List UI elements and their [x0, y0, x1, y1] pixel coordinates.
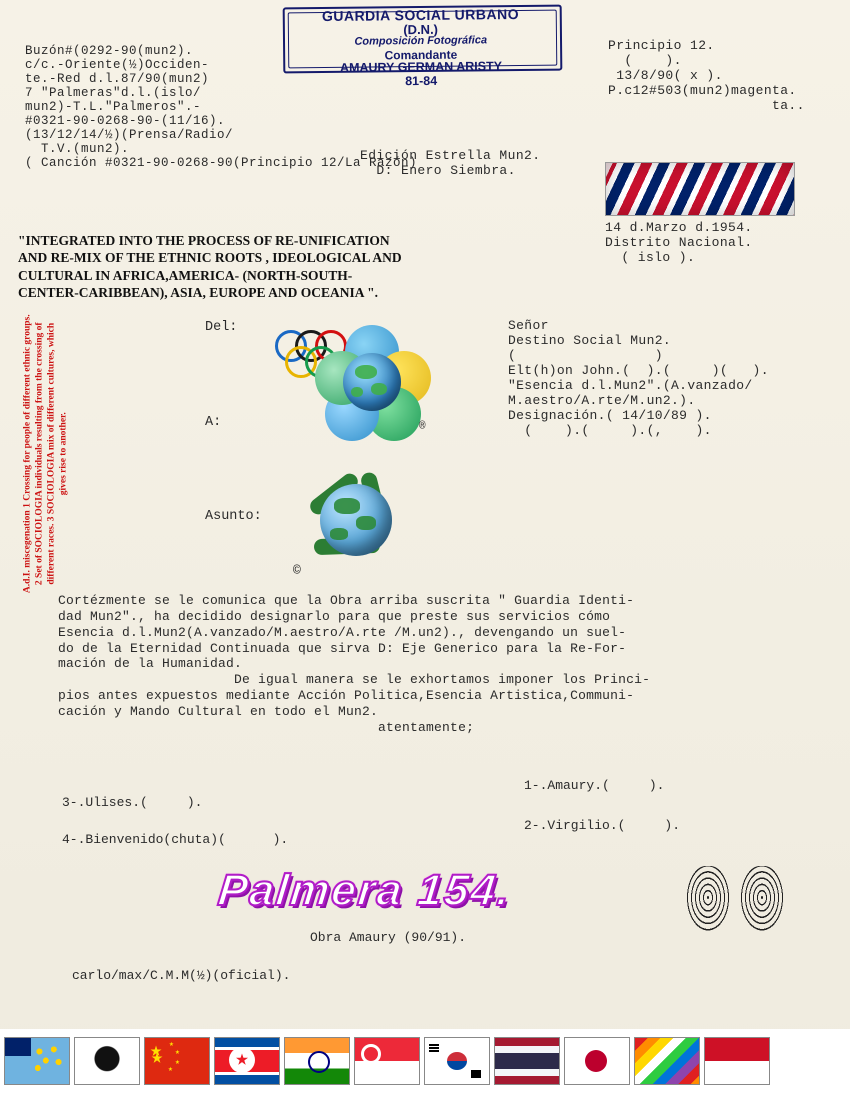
addressee-line: M.aestro/A.rte/M.un2.). — [508, 393, 696, 408]
label-a: A: — [205, 415, 222, 430]
topleft-line: #0321-90-0268-90-(11/16). — [25, 114, 226, 128]
topleft-line: 7 "Palmeras"d.l.(islo/ — [25, 86, 202, 100]
body-line: Esencia d.l.Mun2(A.vanzado/M.aestro/A.rte /M.un2)., devengando un suel- — [58, 624, 627, 640]
addressee-line: ( ) — [508, 348, 663, 363]
edition-line: D: Enero Siembra. — [360, 163, 516, 178]
addressee-block — [508, 318, 769, 438]
palmera-graffiti-title: Palmera 154. — [215, 866, 515, 915]
globe-core — [343, 353, 401, 411]
india-flag — [284, 1037, 350, 1085]
islo-line: ( islo ). — [605, 250, 696, 265]
signature-list-left — [62, 795, 288, 869]
registered-mark: ® — [419, 421, 426, 433]
body-line: dad Mun2"., ha decidido designarlo para que preste sus servicios cómo — [58, 608, 611, 624]
south-korea-flag — [424, 1037, 490, 1085]
body-line: Cortézmente se le comunica que la Obra arriba suscrita " Guardia Identi- — [58, 593, 635, 608]
principle-line: Principio 12. — [608, 38, 715, 53]
wiphala-flag — [634, 1037, 700, 1085]
signature-item: 2-.Virgilio.( ). — [524, 818, 681, 833]
signature-item: 3-.Ulises.( ). — [62, 795, 203, 810]
body-line: cación y Mando Cultural en todo el Mun2. — [58, 704, 379, 720]
addressee-line: Destino Social Mun2. — [508, 333, 672, 348]
addressee-line: "Esencia d.l.Mun2".(A.vanzado/ — [508, 378, 753, 393]
continent-shape — [351, 387, 363, 397]
continent-shape — [334, 498, 360, 514]
date-line: 14 d.Marzo d.1954. — [605, 220, 753, 235]
copyright-mark: © — [293, 563, 301, 578]
english-line: "INTEGRATED INTO THE PROCESS OF RE-UNIFICATION — [18, 233, 390, 248]
english-statement — [18, 232, 518, 301]
topleft-line: T.V.(mun2). — [25, 142, 130, 156]
topleft-line: ( Canción #0321-90-0268-90(Principio 12/La Razón) — [25, 156, 418, 170]
english-line: CULTURAL IN AFRICA,AMERICA- (NORTH-SOUTH- — [18, 267, 353, 283]
official-footer-line: carlo/max/C.M.M(½)(oficial). — [72, 968, 291, 983]
miscegenation-side-note: A.d.I. miscegenation 1 Crossing for people of different ethnic groups. 2 Set of SOCIOLOGIA individuals resulting from the crossing of different races. 3 SOCIOLOGIA mix of different cultures, which gives rise to another. — [22, 314, 68, 594]
stamp-line-3: Composición Fotográfica — [354, 34, 488, 49]
continent-shape — [355, 365, 377, 379]
topleft-line: (13/12/14/½)(Prensa/Radio/ — [25, 128, 234, 142]
date-location-block — [605, 220, 753, 265]
obra-caption: Obra Amaury (90/91). — [310, 930, 467, 945]
official-stamp-text — [284, 7, 557, 120]
union-flag-photo — [605, 162, 795, 216]
continent-shape — [356, 516, 376, 530]
addressee-line: Designación.( 14/10/89 ). — [508, 408, 712, 423]
star-icon: ★ — [168, 1065, 173, 1074]
addressee-line: ( ).( ).(, ). — [508, 423, 712, 438]
principle-block — [608, 38, 805, 113]
english-line: AND RE-MIX OF THE ETHNIC ROOTS , IDEOLOGICAL AND — [18, 250, 402, 266]
edition-line: Edición Estrella Mun2. — [360, 148, 541, 163]
japan-flag — [564, 1037, 630, 1085]
label-del: Del: — [205, 320, 238, 335]
signature-item: 4-.Bienvenido(chuta)( ). — [62, 832, 289, 847]
stamp-line-6: 81-84 — [405, 73, 438, 88]
english-line: CENTER-CARIBBEAN), ASIA, EUROPE AND OCEANIA ". — [18, 284, 379, 300]
anarchist-flag — [74, 1037, 140, 1085]
principle-line: ta.. — [608, 98, 805, 113]
principle-line: ( ). — [608, 53, 682, 68]
flag-strip — [0, 1029, 850, 1093]
recycling-globe-icon — [300, 472, 410, 572]
body-line: atentamente; — [58, 719, 475, 735]
indonesia-flag — [704, 1037, 770, 1085]
topleft-line: mun2)-T.L."Palmeros".- — [25, 100, 202, 114]
district-line: Distrito Nacional. — [605, 235, 753, 250]
body-line: do de la Eternidad Continuada que sirva D: Eje Generico para la Re-For- — [58, 640, 627, 656]
edition-block — [360, 148, 540, 178]
star-icon: ★ — [150, 1040, 163, 1063]
star-icon: ★ — [175, 1058, 180, 1067]
stamp-line-4: Comandante — [384, 47, 458, 63]
body-line: pios antes expuestos mediante Acción Politica,Esencia Artistica,Communi- — [58, 688, 635, 704]
principle-line: P.c12#503(mun2)magenta. — [608, 83, 797, 98]
singapore-flag — [354, 1037, 420, 1085]
star-icon: ★ — [169, 1040, 174, 1049]
stamp-line-1: GUARDIA SOCIAL URBANO — [321, 5, 520, 25]
topleft-line: te.-Red d.l.87/90(mun2) — [25, 72, 210, 86]
continent-shape — [330, 528, 348, 540]
flower-globe-logo — [315, 325, 435, 440]
fingerprint-pair — [686, 866, 790, 934]
star-icon: ★ — [175, 1048, 180, 1057]
label-asunto: Asunto: — [205, 509, 262, 524]
topleft-line: c/c.-Oriente(½)Occiden- — [25, 58, 210, 72]
signature-list-right — [524, 778, 680, 858]
fingerprint-icon — [686, 866, 730, 932]
body-line: De igual manera se le exhortamos imponer los Princi- — [58, 672, 651, 688]
continent-shape — [371, 383, 387, 395]
addressee-line: Señor — [508, 318, 549, 333]
fingerprint-icon — [740, 866, 784, 932]
stamp-line-5: AMAURY GERMAN ARISTY — [339, 59, 503, 76]
topleft-line: Buzón#(0292-90(mun2). — [25, 44, 194, 58]
letter-body — [58, 593, 838, 736]
stamp-line-2: (D.N.) — [403, 21, 439, 37]
signature-item: 1-.Amaury.( ). — [524, 778, 665, 793]
body-line: mación de la Humanidad. — [58, 656, 243, 672]
thailand-flag — [494, 1037, 560, 1085]
principle-line: 13/8/90( x ). — [608, 68, 723, 83]
china-flag — [144, 1037, 210, 1085]
addressee-line: Elt(h)on John.( ).( )( ). — [508, 363, 769, 378]
north-korea-flag — [214, 1037, 280, 1085]
tuvalu-flag — [4, 1037, 70, 1085]
